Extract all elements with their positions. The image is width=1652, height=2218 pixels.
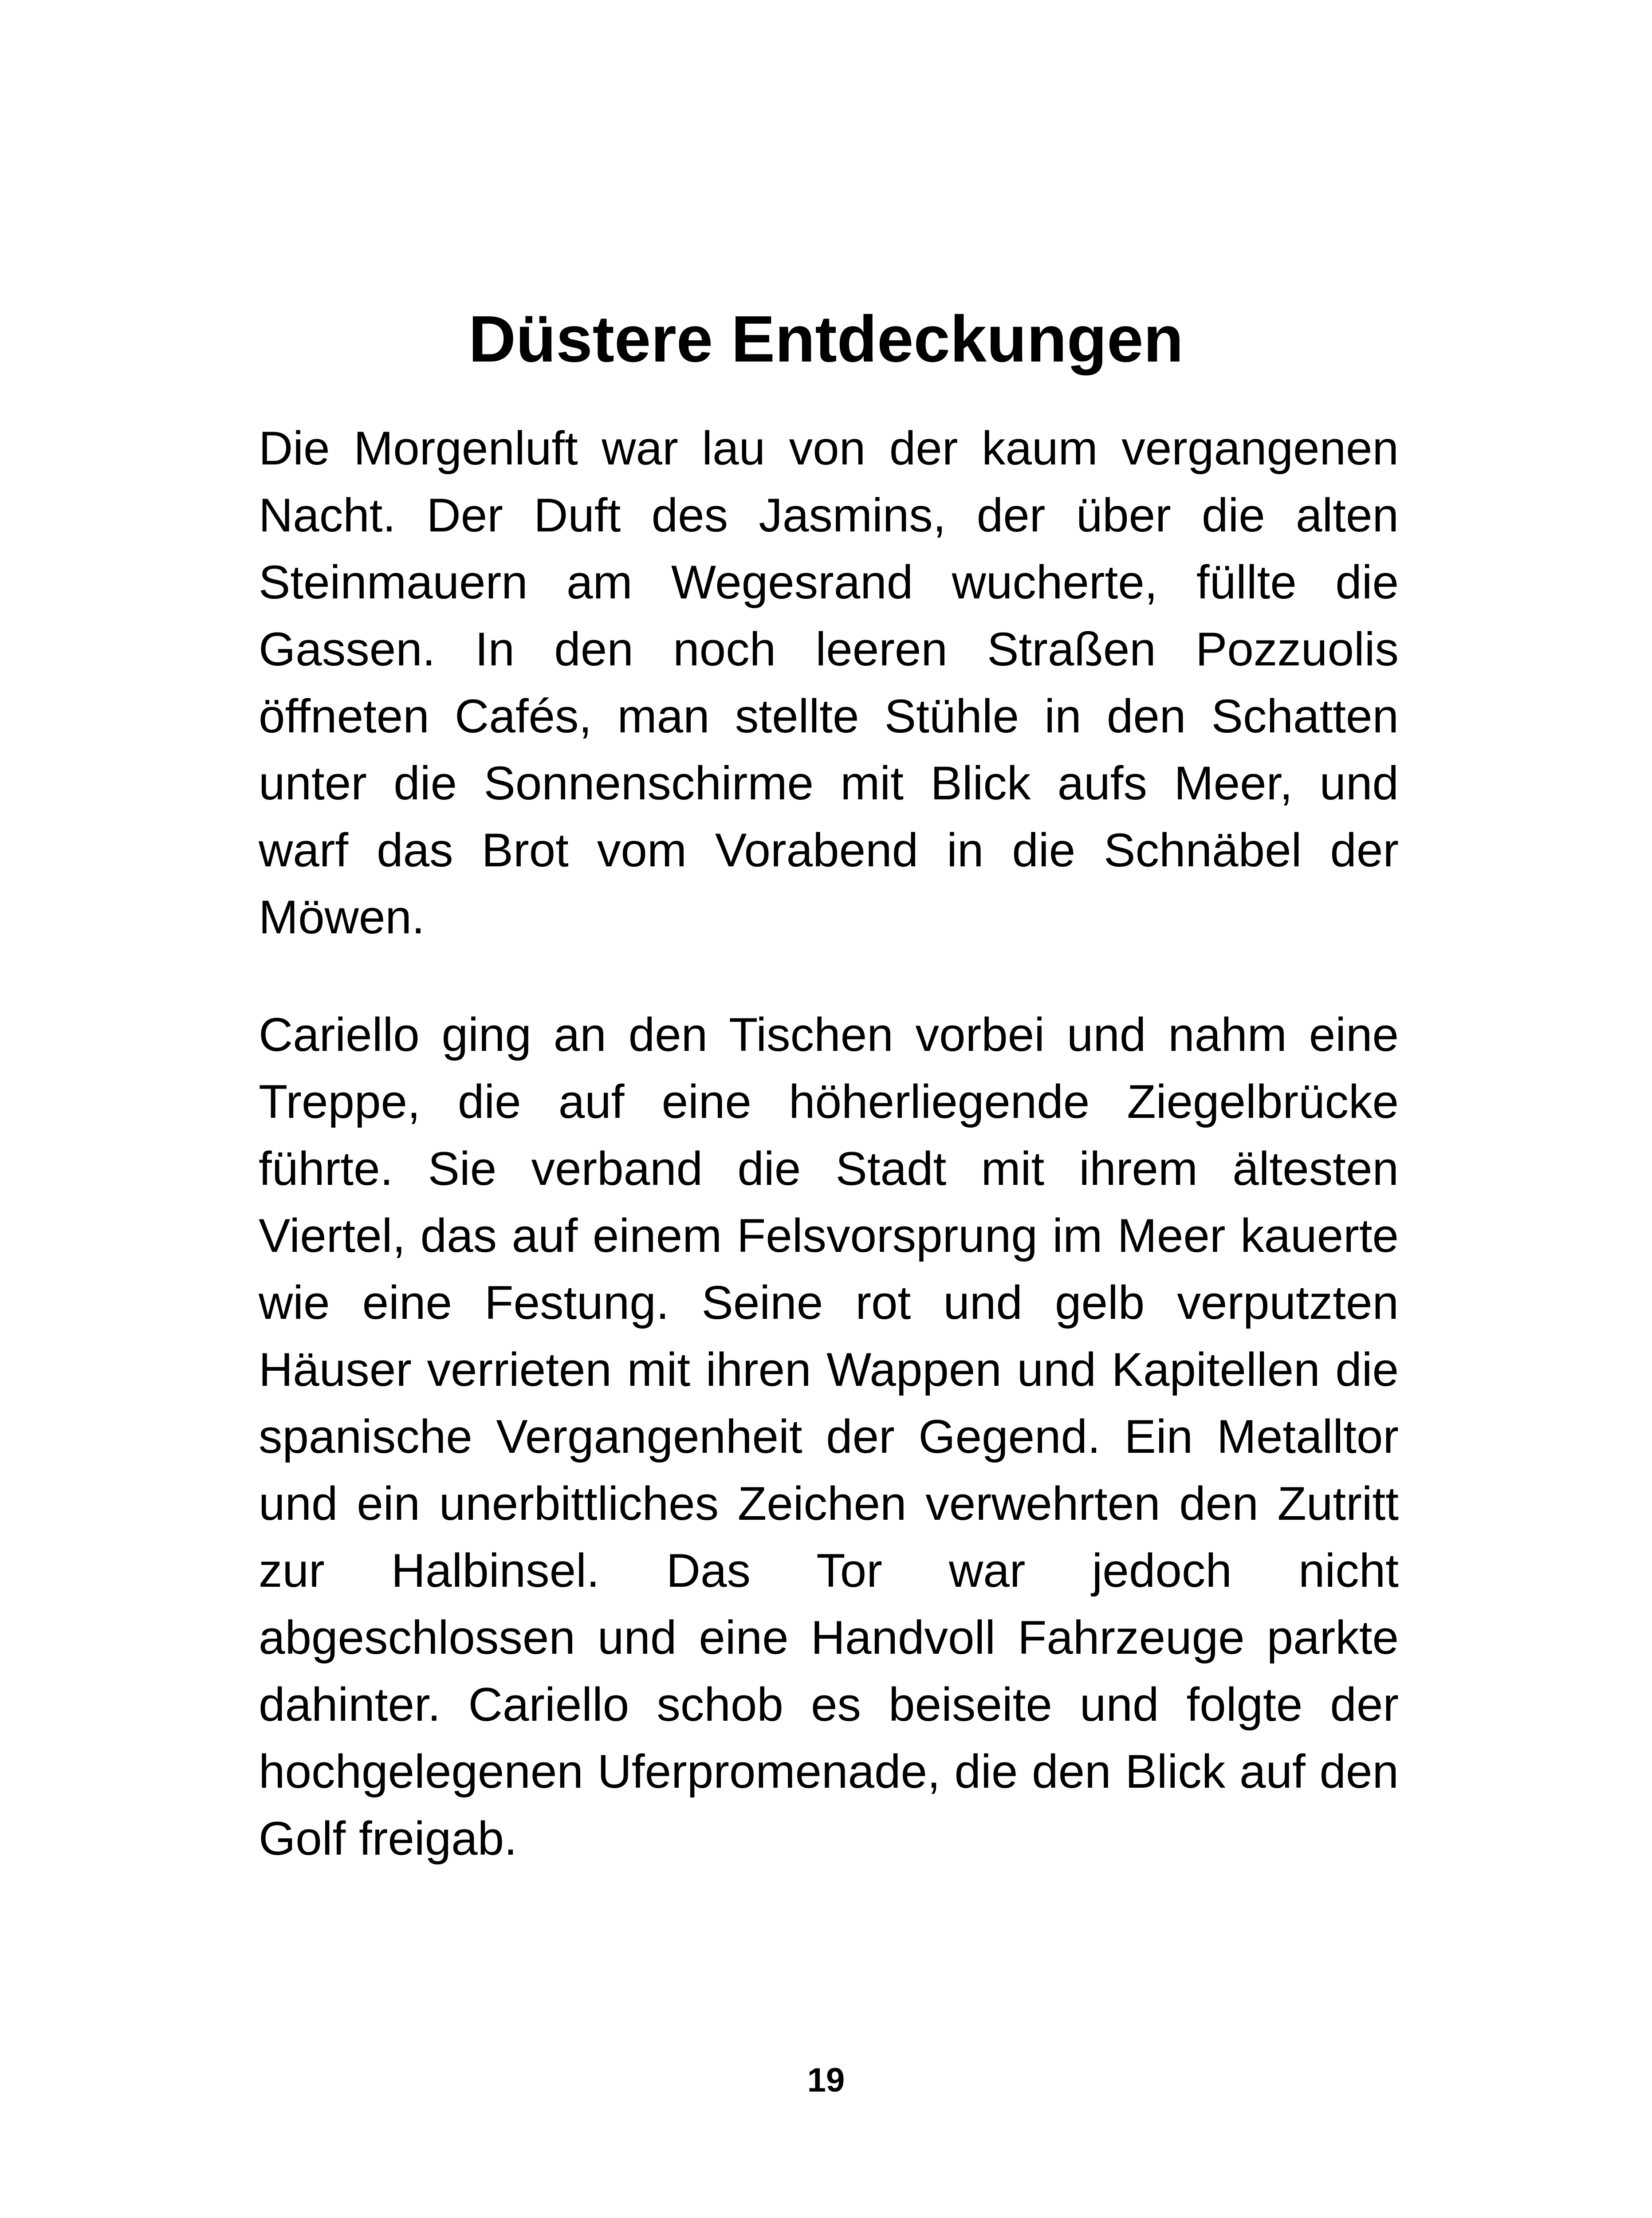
paragraph-2: Cariello ging an den Tischen vorbei und nahm eine Treppe, die auf eine höherliegende Ziegelbrücke führte. Sie verband die Stadt mit ihrem ältesten Viertel, das auf einem Felsvorsprung im Meer kauerte wie eine Festung. Seine rot und gelb verputzten Häuser verrieten mit ihren Wappen und Kapitellen die spanische Vergangenheit der Gegend. Ein Metalltor und ein unerbittliches Zeichen verwehrten den Zutritt zur Halbinsel. Das Tor war jedoch nicht abgeschlossen und eine Handvoll Fahrzeuge parkte dahinter. Cariello schob es beiseite und folgte der hochgelegenen Uferpromenade, die den Blick auf den Golf freigab. [259, 1008, 1399, 1865]
chapter-title: Düstere Entdeckungen [468, 303, 1184, 376]
chapter-body [259, 415, 1399, 1872]
page-number: 19 [807, 2061, 845, 2099]
paragraph-1: Die Morgenluft war lau von der kaum vergangenen Nacht. Der Duft des Jasmins, der über die alten Steinmauern am Wegesrand wucherte, füllte die Gassen. In den noch leeren Straßen Pozzuolis öffneten Cafés, man stellte Stühle in den Schatten unter die Sonnenschirme mit Blick aufs Meer, und warf das Brot vom Vorabend in die Schnäbel der Möwen. [259, 421, 1399, 944]
